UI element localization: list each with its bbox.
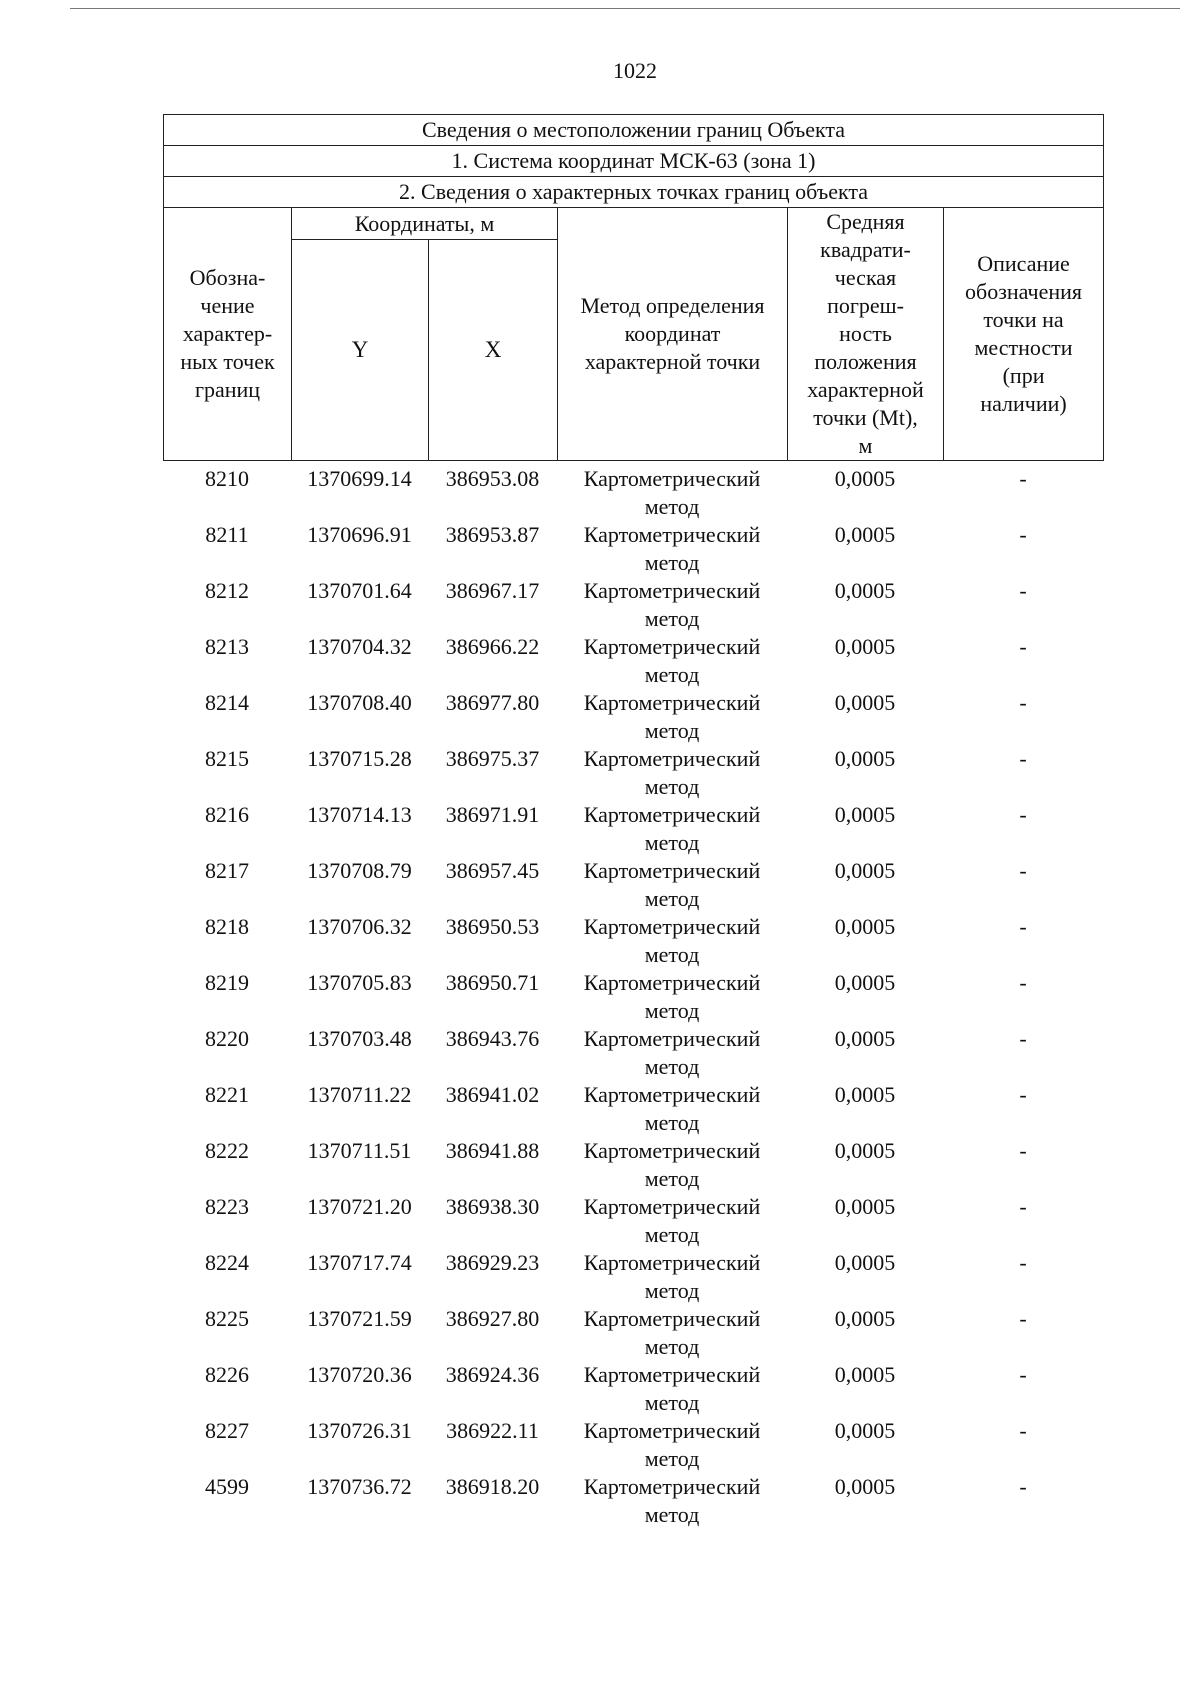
description-cell: -: [1019, 1026, 1027, 1051]
error-cell: 0,0005: [834, 970, 896, 995]
method-cell: Картометрический метод: [583, 1194, 761, 1247]
error-cell: 0,0005: [834, 1474, 896, 1499]
scan-edge-line: [70, 8, 1180, 9]
description-cell: -: [1019, 1474, 1027, 1499]
coordinate-system: 1. Система координат МСК-63 (зона 1): [164, 146, 1104, 177]
table-row: [163, 1137, 1103, 1193]
col-description-header: Описание обозначения точки на местности (при наличии): [944, 208, 1104, 461]
point-id-cell: 8224: [205, 1250, 249, 1275]
error-cell: 0,0005: [834, 802, 896, 827]
section-title: 2. Сведения о характерных точках границ объекта: [164, 177, 1104, 208]
coord-x-cell: 386971.91: [445, 802, 540, 827]
description-cell: -: [1019, 634, 1027, 659]
method-cell: Картометрический метод: [583, 1474, 761, 1527]
coord-y-cell: 1370705.83: [307, 970, 412, 995]
error-cell: 0,0005: [834, 1138, 896, 1163]
method-cell: Картометрический метод: [583, 1306, 761, 1359]
coord-x-cell: 386950.53: [445, 914, 540, 939]
point-id-cell: 8220: [205, 1026, 249, 1051]
method-cell: Картометрический метод: [583, 522, 761, 575]
table-row: [163, 1417, 1103, 1473]
point-id-cell: 8210: [205, 466, 249, 491]
coord-x-cell: 386938.30: [445, 1194, 540, 1219]
method-cell: Картометрический метод: [583, 1026, 761, 1079]
method-cell: Картометрический метод: [583, 1138, 761, 1191]
error-cell: 0,0005: [834, 1362, 896, 1387]
table-row: [163, 857, 1103, 913]
coord-x-cell: 386929.23: [445, 1250, 540, 1275]
col-x-header: X: [429, 240, 558, 461]
point-id-cell: 8216: [205, 802, 249, 827]
point-id-cell: 8222: [205, 1138, 249, 1163]
point-id-cell: 8213: [205, 634, 249, 659]
coord-y-cell: 1370708.79: [307, 858, 412, 883]
coord-y-cell: 1370696.91: [307, 522, 412, 547]
col-error-header: Средняя квадрати- ческая погреш- ность положения характерной точки (Mt), м: [788, 208, 944, 461]
point-id-cell: 8214: [205, 690, 249, 715]
description-cell: -: [1019, 1082, 1027, 1107]
coordinates-header-table: [163, 114, 1104, 461]
point-id-cell: 8225: [205, 1306, 249, 1331]
error-cell: 0,0005: [834, 1082, 896, 1107]
table-row: [163, 1249, 1103, 1305]
table-row: [163, 745, 1103, 801]
method-cell: Картометрический метод: [583, 746, 761, 799]
col-coords-header: Координаты, м: [292, 208, 558, 240]
coord-x-cell: 386966.22: [445, 634, 540, 659]
method-cell: Картометрический метод: [583, 858, 761, 911]
coord-x-cell: 386953.87: [445, 522, 540, 547]
point-id-cell: 8221: [205, 1082, 249, 1107]
coord-x-cell: 386924.36: [445, 1362, 540, 1387]
error-cell: 0,0005: [834, 914, 896, 939]
description-cell: -: [1019, 1306, 1027, 1331]
error-cell: 0,0005: [834, 522, 896, 547]
coord-y-cell: 1370704.32: [307, 634, 412, 659]
coord-y-cell: 1370711.51: [307, 1138, 412, 1163]
point-id-cell: 8223: [205, 1194, 249, 1219]
error-cell: 0,0005: [834, 746, 896, 771]
coord-x-cell: 386941.02: [445, 1082, 540, 1107]
method-cell: Картометрический метод: [583, 802, 761, 855]
description-cell: -: [1019, 858, 1027, 883]
coord-x-cell: 386975.37: [445, 746, 540, 771]
method-cell: Картометрический метод: [583, 466, 761, 519]
coord-x-cell: 386957.45: [445, 858, 540, 883]
error-cell: 0,0005: [834, 466, 896, 491]
point-id-cell: 8227: [205, 1418, 249, 1443]
table-row: [163, 969, 1103, 1025]
error-cell: 0,0005: [834, 858, 896, 883]
coord-y-cell: 1370720.36: [307, 1362, 412, 1387]
description-cell: -: [1019, 1418, 1027, 1443]
coord-x-cell: 386967.17: [445, 578, 540, 603]
table-row: [163, 577, 1103, 633]
coord-y-cell: 1370736.72: [307, 1474, 412, 1499]
method-cell: Картометрический метод: [583, 634, 761, 687]
description-cell: -: [1019, 690, 1027, 715]
description-cell: -: [1019, 1250, 1027, 1275]
error-cell: 0,0005: [834, 1194, 896, 1219]
coordinates-body-table: [163, 465, 1103, 1529]
table-row: [163, 633, 1103, 689]
coord-y-cell: 1370714.13: [307, 802, 412, 827]
method-cell: Картометрический метод: [583, 914, 761, 967]
error-cell: 0,0005: [834, 1026, 896, 1051]
point-id-cell: 4599: [205, 1474, 249, 1499]
description-cell: -: [1019, 1194, 1027, 1219]
table-row: [163, 1025, 1103, 1081]
coord-y-cell: 1370699.14: [307, 466, 412, 491]
coord-y-cell: 1370701.64: [307, 578, 412, 603]
point-id-cell: 8226: [205, 1362, 249, 1387]
col-y-header: Y: [292, 240, 429, 461]
coord-x-cell: 386922.11: [446, 1418, 539, 1443]
point-id-cell: 8215: [205, 746, 249, 771]
error-cell: 0,0005: [834, 634, 896, 659]
description-cell: -: [1019, 802, 1027, 827]
table-row: [163, 1081, 1103, 1137]
coord-y-cell: 1370703.48: [307, 1026, 412, 1051]
point-id-cell: 8211: [205, 522, 249, 547]
error-cell: 0,0005: [834, 1418, 896, 1443]
error-cell: 0,0005: [834, 1250, 896, 1275]
coord-x-cell: 386943.76: [445, 1026, 540, 1051]
method-cell: Картометрический метод: [583, 1082, 761, 1135]
page-number: 1022: [613, 58, 657, 83]
col-designation-header: Обозна- чение характер- ных точек границ: [164, 208, 292, 461]
table-row: [163, 1361, 1103, 1417]
method-cell: Картометрический метод: [583, 1362, 761, 1415]
table-row: [163, 801, 1103, 857]
description-cell: -: [1019, 746, 1027, 771]
coord-y-cell: 1370711.22: [307, 1082, 412, 1107]
coord-x-cell: 386927.80: [445, 1306, 540, 1331]
coord-y-cell: 1370715.28: [307, 746, 412, 771]
method-cell: Картометрический метод: [583, 1418, 761, 1471]
table-title: Сведения о местоположении границ Объекта: [164, 115, 1104, 146]
description-cell: -: [1019, 578, 1027, 603]
coord-x-cell: 386977.80: [445, 690, 540, 715]
error-cell: 0,0005: [834, 578, 896, 603]
coord-x-cell: 386953.08: [445, 466, 540, 491]
table-row: [163, 1473, 1103, 1529]
description-cell: -: [1019, 1362, 1027, 1387]
method-cell: Картометрический метод: [583, 578, 761, 631]
point-id-cell: 8217: [205, 858, 249, 883]
coord-y-cell: 1370706.32: [307, 914, 412, 939]
coord-x-cell: 386941.88: [445, 1138, 540, 1163]
error-cell: 0,0005: [834, 1306, 896, 1331]
method-cell: Картометрический метод: [583, 690, 761, 743]
coord-x-cell: 386950.71: [445, 970, 540, 995]
table-row: [163, 1305, 1103, 1361]
col-method-header: Метод определения координат характерной точки: [558, 208, 788, 461]
coord-y-cell: 1370721.59: [307, 1306, 412, 1331]
coord-y-cell: 1370726.31: [307, 1418, 412, 1443]
description-cell: -: [1019, 970, 1027, 995]
coord-y-cell: 1370708.40: [307, 690, 412, 715]
table-row: [163, 913, 1103, 969]
description-cell: -: [1019, 466, 1027, 491]
coord-y-cell: 1370721.20: [307, 1194, 412, 1219]
table-row: [163, 689, 1103, 745]
table-row: [163, 521, 1103, 577]
description-cell: -: [1019, 914, 1027, 939]
method-cell: Картометрический метод: [583, 970, 761, 1023]
description-cell: -: [1019, 522, 1027, 547]
table-row: [163, 465, 1103, 521]
coord-x-cell: 386918.20: [445, 1474, 540, 1499]
description-cell: -: [1019, 1138, 1027, 1163]
error-cell: 0,0005: [834, 690, 896, 715]
point-id-cell: 8212: [205, 578, 249, 603]
point-id-cell: 8219: [205, 970, 249, 995]
method-cell: Картометрический метод: [583, 1250, 761, 1303]
point-id-cell: 8218: [205, 914, 249, 939]
coord-y-cell: 1370717.74: [307, 1250, 412, 1275]
table-row: [163, 1193, 1103, 1249]
